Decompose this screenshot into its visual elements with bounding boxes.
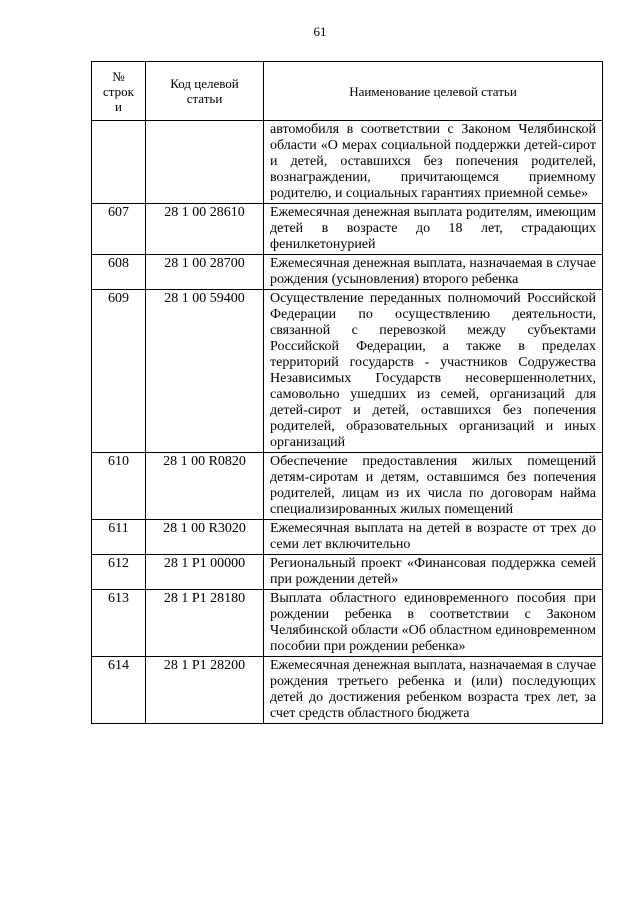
table-row [92,121,603,204]
row-code: 28 1 00 R3020 [146,520,264,555]
header-name: Наименование целевой статьи [264,62,603,121]
row-name: Региональный проект «Финансовая поддержка семей при рождении детей» [264,555,603,590]
table-row [92,657,603,724]
table-row [92,590,603,657]
row-code: 28 1 P1 00000 [146,555,264,590]
row-code [146,121,264,204]
header-row-number: № строк и [92,62,146,121]
row-code: 28 1 00 28700 [146,255,264,290]
row-code: 28 1 P1 28200 [146,657,264,724]
row-name: Ежемесячная денежная выплата, назначаемая в случае рождения (усыновления) второго ребенка [264,255,603,290]
row-number: 610 [92,453,146,520]
row-number: 612 [92,555,146,590]
table-row [92,520,603,555]
row-number: 611 [92,520,146,555]
row-number: 607 [92,204,146,255]
target-articles-table [91,61,603,724]
row-code: 28 1 00 28610 [146,204,264,255]
header-code: Код целевой статьи [146,62,264,121]
table-header-row [92,62,603,121]
row-number: 609 [92,290,146,453]
table-row [92,255,603,290]
table-row [92,555,603,590]
table-row [92,453,603,520]
row-name: Ежемесячная денежная выплата родителям, имеющим детей в возрасте до 18 лет, страдающих фенилкетонурией [264,204,603,255]
table-row [92,204,603,255]
row-number: 608 [92,255,146,290]
row-code: 28 1 P1 28180 [146,590,264,657]
row-name: автомобиля в соответствии с Законом Челябинской области «О мерах социальной поддержки детей-сирот и детей, оставшихся без попечения родителей, вознаграждении, причитающемся приемному родителю, и социальных гарантиях приемной семье» [264,121,603,204]
page-number: 61 [313,24,327,39]
row-name: Выплата областного единовременного пособия при рождении ребенка в соответствии с Законом Челябинской области «Об областном единовременном пособии при рождении ребенка» [264,590,603,657]
row-code: 28 1 00 59400 [146,290,264,453]
row-name: Осуществление переданных полномочий Российской Федерации по осуществлению деятельности, связанной с перевозкой между субъектами Российской Федерации, а также в пределах территорий государств - участников Содружества Независимых Государств несовершеннолетних, самовольно ушедших из семей, организаций для детей-сирот и детей, оставшихся без попечения родителей, образовательных организаций и иных организаций [264,290,603,453]
row-name: Ежемесячная выплата на детей в возрасте от трех до семи лет включительно [264,520,603,555]
table-row [92,290,603,453]
row-name: Ежемесячная денежная выплата, назначаемая в случае рождения третьего ребенка и (или) последующих детей до достижения ребенком возраста трех лет, за счет средств областного бюджета [264,657,603,724]
row-number: 613 [92,590,146,657]
row-number: 614 [92,657,146,724]
row-code: 28 1 00 R0820 [146,453,264,520]
row-number [92,121,146,204]
row-name: Обеспечение предоставления жилых помещений детям-сиротам и детям, оставшимся без попечения родителей, лицам из их числа по договорам найма специализированных жилых помещений [264,453,603,520]
